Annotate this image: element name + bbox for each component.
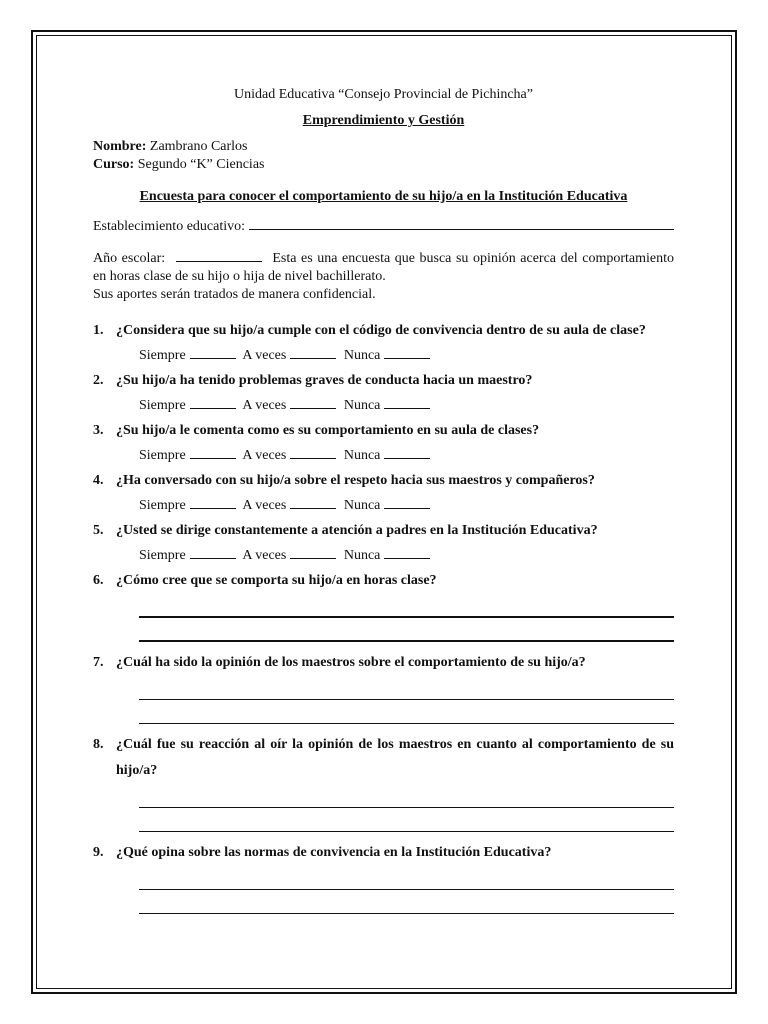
question-3 <box>93 418 674 444</box>
option-always[interactable]: Siempre <box>139 398 240 413</box>
question-text: ¿Su hijo/a le comenta como es su comportamiento en su aula de clases? <box>116 423 540 438</box>
answer-line[interactable] <box>139 890 674 914</box>
course-line <box>93 156 674 174</box>
intro-paragraph <box>93 248 674 286</box>
question-1 <box>93 318 674 344</box>
options-row-2 <box>93 394 674 418</box>
option-sometimes[interactable]: A veces <box>242 448 340 463</box>
question-8 <box>93 732 674 784</box>
option-never[interactable]: Nunca <box>344 348 435 363</box>
option-always[interactable]: Siempre <box>139 348 240 363</box>
answer-line[interactable] <box>139 866 674 890</box>
question-2 <box>93 368 674 394</box>
survey-title: Encuesta para conocer el comportamiento de su hijo/a en la Institución Educativa <box>139 189 628 204</box>
question-number: 4. <box>93 473 104 488</box>
school-name: Unidad Educativa “Consejo Provincial de Pichincha” <box>234 87 533 102</box>
confidential-note: Sus aportes serán tratados de manera confidencial. <box>93 287 376 302</box>
subject-title: Emprendimiento y Gestión <box>302 113 465 128</box>
question-5 <box>93 518 674 544</box>
course-label: Curso: <box>93 157 135 172</box>
question-text: ¿Qué opina sobre las normas de convivencia en la Institución Educativa? <box>116 845 552 860</box>
option-sometimes[interactable]: A veces <box>242 398 340 413</box>
option-never[interactable]: Nunca <box>344 398 435 413</box>
answer-line[interactable] <box>139 808 674 832</box>
option-never[interactable]: Nunca <box>344 498 435 513</box>
question-number: 5. <box>93 523 104 538</box>
question-text: ¿Ha conversado con su hijo/a sobre el respeto hacia sus maestros y compañeros? <box>116 473 595 488</box>
intro-text: Esta es una encuesta que busca su opinión acerca del comportamiento en horas clase de su hijo o hija de nivel bachillerato. <box>93 251 674 284</box>
option-sometimes[interactable]: A veces <box>242 498 340 513</box>
answer-line[interactable] <box>139 784 674 808</box>
question-4 <box>93 468 674 494</box>
option-sometimes[interactable]: A veces <box>242 348 340 363</box>
question-text: ¿Cómo cree que se comporta su hijo/a en horas clase? <box>116 573 437 588</box>
answer-line[interactable] <box>139 676 674 700</box>
question-number: 9. <box>93 845 104 860</box>
question-text: ¿Cuál ha sido la opinión de los maestros sobre el comportamiento de su hijo/a? <box>116 655 586 670</box>
option-never[interactable]: Nunca <box>344 448 435 463</box>
option-always[interactable]: Siempre <box>139 448 240 463</box>
year-blank[interactable] <box>176 248 262 262</box>
option-sometimes[interactable]: A veces <box>242 548 340 563</box>
answer-line[interactable] <box>139 700 674 724</box>
document-body <box>93 86 674 914</box>
option-always[interactable]: Siempre <box>139 498 240 513</box>
question-number: 3. <box>93 423 104 438</box>
name-value: Zambrano Carlos <box>149 139 248 154</box>
name-label: Nombre: <box>93 139 147 154</box>
question-text: ¿Cuál fue su reacción al oír la opinión de los maestros en cuanto al comportamiento de su hijo/a? <box>116 737 674 778</box>
question-number: 7. <box>93 655 104 670</box>
question-7 <box>93 650 674 676</box>
question-6 <box>93 568 674 594</box>
year-label: Año escolar: <box>93 251 166 266</box>
options-row-5 <box>93 544 674 568</box>
course-value: Segundo “K” Ciencias <box>137 157 265 172</box>
options-row-3 <box>93 444 674 468</box>
answer-line[interactable] <box>139 618 674 642</box>
question-text: ¿Su hijo/a ha tenido problemas graves de conducta hacia un maestro? <box>116 373 533 388</box>
establishment-line <box>93 216 674 236</box>
establishment-label: Establecimiento educativo: <box>93 219 246 234</box>
option-never[interactable]: Nunca <box>344 548 435 563</box>
student-name-line <box>93 138 674 156</box>
question-9 <box>93 840 674 866</box>
question-number: 6. <box>93 573 104 588</box>
question-number: 8. <box>93 737 104 752</box>
question-text: ¿Considera que su hijo/a cumple con el código de convivencia dentro de su aula de clase? <box>116 323 646 338</box>
question-number: 1. <box>93 323 104 338</box>
question-text: ¿Usted se dirige constantemente a atención a padres en la Institución Educativa? <box>116 523 598 538</box>
establishment-blank[interactable] <box>249 216 674 230</box>
question-number: 2. <box>93 373 104 388</box>
options-row-4 <box>93 494 674 518</box>
options-row-1 <box>93 344 674 368</box>
option-always[interactable]: Siempre <box>139 548 240 563</box>
answer-line[interactable] <box>139 594 674 618</box>
